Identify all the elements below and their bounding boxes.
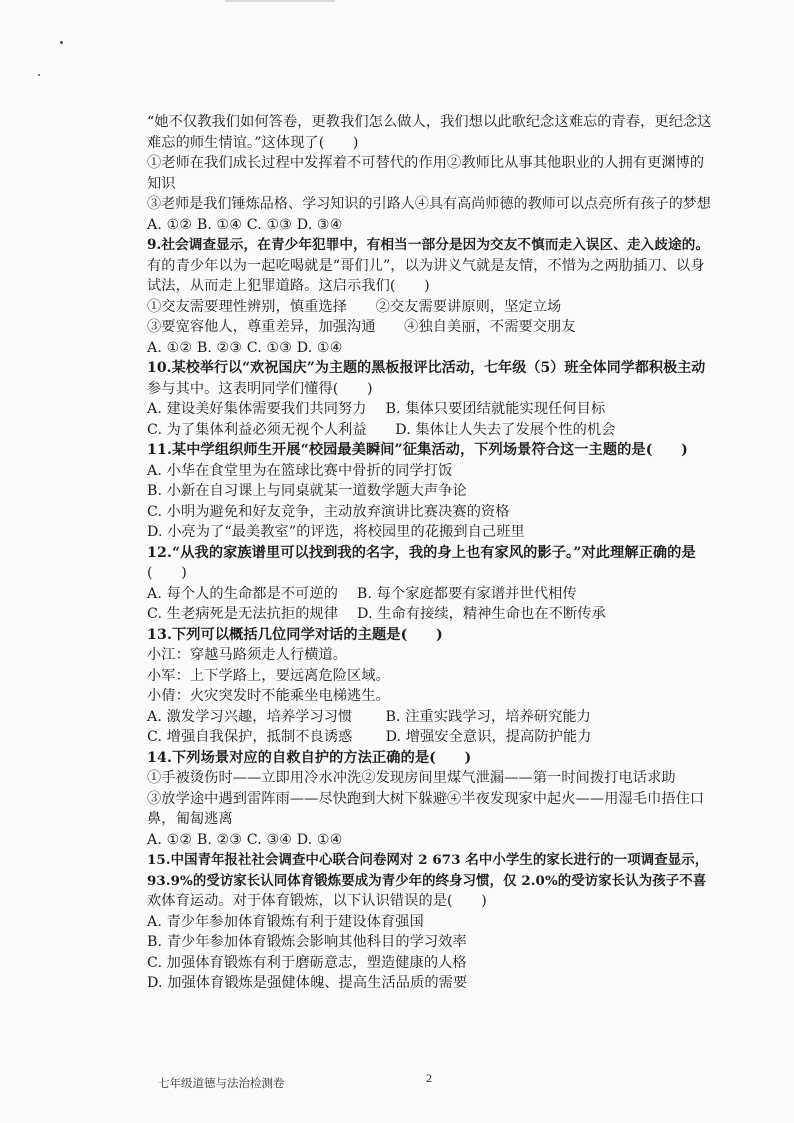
question-10-stem: 10.某校举行以“欢祝国庆”为主题的黑板报评比活动，七年级（5）班全体同学都积极主动	[147, 360, 706, 376]
answer-option: A. 青少年参加体育锻炼有利于建设体育强国	[147, 913, 424, 930]
answer-option: B. 青少年参加体育锻炼会影响其他科目的学习效率	[147, 934, 467, 950]
question-text-body	[147, 112, 712, 994]
answer-options: A. 每个人的生命都是不可逆的 B. 每个家庭都要有家谱并世代相传	[147, 585, 577, 602]
text-line: 知识	[147, 175, 176, 192]
question-12-stem: 12.“从我的家族谱里可以找到我的名字，我的身上也有家风的影子。”对此理解正确的是	[147, 544, 696, 561]
question-14-stem: 14.下列场景对应的自救自护的方法正确的是( )	[147, 749, 472, 766]
dialogue-line: 小倩：火灾突发时不能乘坐电梯逃生。	[147, 688, 390, 704]
answer-option: A. 小华在食堂里为在篮球比赛中骨折的同学打饭	[147, 462, 453, 479]
text-line: ( )	[147, 565, 187, 581]
text-line: 93.9%的受访家长认同体育锻炼要成为青少年的终身习惯，仅 2.0%的受访家长认为孩子不喜	[147, 872, 707, 889]
text-line: ①交友需要理性辨别，慎重选择 ②交友需要讲原则，坚定立场	[147, 298, 562, 315]
text-line: 参与其中。这表明同学们懂得( )	[147, 380, 373, 397]
text-line: ①手被烫伤时——立即用冷水冲洗②发现房间里煤气泄漏——第一时间拨打电话求助	[147, 770, 676, 786]
footer-exam-title: 七年级道德与法治检测卷	[158, 1076, 285, 1090]
answer-options: A. ①② B. ①④ C. ①③ D. ③④	[147, 216, 343, 233]
text-line: 欢体育运动。对于体育锻炼，以下认识错误的是( )	[147, 893, 487, 909]
dialogue-line: 小军：上下学路上，要远离危险区域。	[147, 667, 390, 684]
dialogue-line: 小江：穿越马路须走人行横道。	[147, 647, 348, 663]
answer-options: A. ①② B. ②③ C. ③④ D. ①④	[147, 831, 343, 848]
answer-option: B. 小新在自习课上与同桌就某一道数学题大声争论	[147, 483, 467, 499]
text-line: 试法，从而走上犯罪道路。这启示我们( )	[147, 278, 430, 294]
text-line: ③老师是我们锤炼品格、学习知识的引路人④具有高尚师德的教师可以点亮所有孩子的梦想	[147, 196, 711, 212]
question-9-stem: 9.社会调查显示，在青少年犯罪中，有相当一部分是因为交友不慎而走入误区、走入歧途的。	[147, 237, 710, 253]
scan-speck	[60, 41, 63, 44]
text-line: ①老师在我们成长过程中发挥着不可替代的作用②教师比从事其他职业的人拥有更渊博的	[147, 155, 705, 171]
text-line: 有的青少年以为一起吃喝就是“哥们儿”，以为讲义气就是友情，不惜为之两肋插刀、以身	[147, 257, 705, 274]
answer-option: D. 小亮为了“最美教室”的评选，将校园里的花搬到自己班里	[147, 524, 525, 540]
answer-options: C. 生老病死是无法抗拒的规律 D. 生命有接续，精神生命也在不断传承	[147, 606, 606, 622]
answer-option: C. 小明为避免和好友竞争，主动放弃演讲比赛决赛的资格	[147, 503, 510, 520]
answer-options: A. 建设美好集体需要我们共同努力 B. 集体只要团结就能实现任何目标	[147, 401, 606, 417]
answer-options: C. 增强自我保护，抵制不良诱惑 D. 增强安全意识，提高防护能力	[147, 729, 592, 745]
text-line: 鼻，匍匐逃离	[147, 811, 233, 827]
scan-edge-mark	[225, 0, 335, 2]
text-line: ③要宽容他人，尊重差异，加强沟通 ④独自美丽，不需要交朋友	[147, 319, 576, 335]
answer-option: C. 加强体育锻炼有利于磨砺意志，塑造健康的人格	[147, 954, 467, 971]
answer-options: A. ①② B. ②③ C. ①③ D. ①④	[147, 339, 343, 356]
text-line: “她不仅教我们如何答卷，更教我们怎么做人，我们想以此歌纪念这难忘的青春，更纪念这	[147, 114, 712, 130]
answer-option: D. 加强体育锻炼是强健体魄、提高生活品质的需要	[147, 975, 468, 991]
question-13-stem: 13.下列可以概括几位同学对话的主题是( )	[147, 626, 443, 643]
footer-page-number: 2	[426, 1071, 432, 1085]
answer-options: A. 激发学习兴趣，培养学习习惯 B. 注重实践学习，培养研究能力	[147, 708, 591, 725]
text-line: ③放学途中遇到雷阵雨——尽快跑到大树下躲避④半夜发现家中起火——用湿毛巾捂住口	[147, 790, 705, 807]
question-15-stem: 15.中国青年报社社会调查中心联合问卷网对 2 673 名中小学生的家长进行的一项调查显示，	[147, 852, 709, 868]
question-11-stem: 11.某中学组织师生开展“校园最美瞬间”征集活动，下列场景符合这一主题的是( )	[147, 442, 688, 458]
scan-speck	[38, 74, 40, 76]
answer-options: C. 为了集体利益必须无视个人利益 D. 集体让人失去了发展个性的机会	[147, 421, 616, 438]
text-line: 难忘的师生情谊。”这体现了( )	[147, 134, 359, 151]
